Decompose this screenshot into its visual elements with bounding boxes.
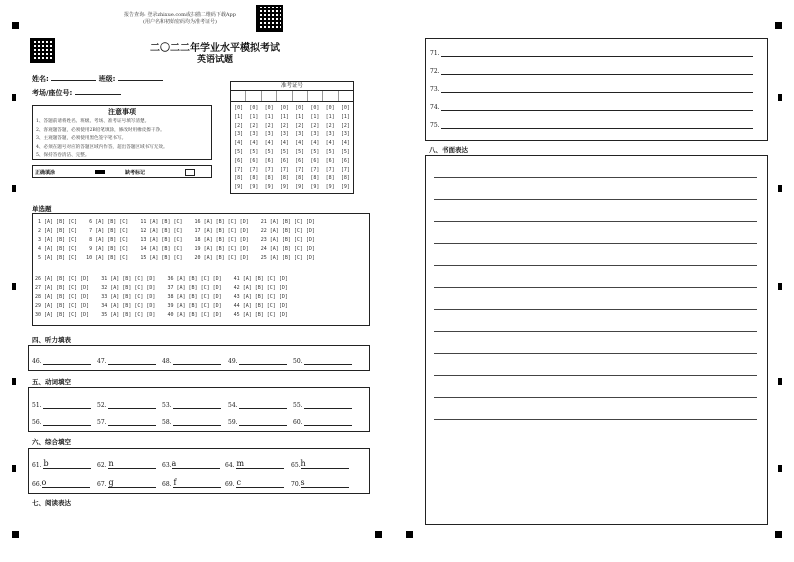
exam-id-bubble[interactable]: [4] [340,140,350,147]
blank-initial: n [108,459,114,468]
mc-row[interactable]: 3 [A] [B] [C] 8 [A] [B] [C] 13 [A] [B] [C] 18 [A] [B] [C] [D] 23 [A] [B] [C] [D] [38,237,315,243]
writing-line[interactable] [434,331,757,332]
exam-id-bubble[interactable]: [3] [310,131,320,138]
exam-id-column[interactable] [246,104,261,192]
exam-id-bubble[interactable]: [7] [310,166,320,173]
section7-answer-box [425,38,768,141]
exam-id-bubble[interactable]: [4] [295,140,305,147]
exam-id-bubble[interactable]: [7] [295,166,305,173]
blank-number: 66. [32,481,42,488]
room-label: 考场/座位号: [32,89,73,97]
blank-number: 56. [32,419,42,426]
exam-id-bubble[interactable]: [9] [295,184,305,191]
exam-id-bubble[interactable]: [6] [295,157,305,164]
report-notice-line2: (用户名和初始密码均为准考证号) [143,19,217,25]
exam-id-bubble[interactable]: [4] [249,140,259,147]
mc-row[interactable]: 26 [A] [B] [C] [D] 31 [A] [B] [C] [D] 36 [A] [B] [C] [D] 41 [A] [B] [C] [D] [35,276,288,282]
blank-number: 46. [32,358,42,365]
section7-title: 七、阅读表达 [32,499,71,507]
blank-69[interactable] [225,478,284,488]
writing-line[interactable] [434,221,757,222]
registration-mark [406,531,413,538]
blank-70[interactable] [291,478,349,488]
exam-id-bubble[interactable]: [0] [234,105,244,111]
blank-67[interactable] [97,478,156,488]
absent-mark-box[interactable] [185,169,195,176]
exam-id-bubble[interactable]: [6] [279,157,289,164]
exam-id-bubble[interactable]: [3] [264,131,274,138]
exam-id-bubble[interactable]: [1] [325,113,335,120]
writing-line[interactable] [434,199,757,200]
exam-id-bubble[interactable]: [2] [264,122,274,129]
exam-id-bubble[interactable]: [7] [264,166,274,173]
answer-72[interactable] [430,66,753,75]
exam-id-bubble[interactable]: [3] [234,131,244,138]
exam-id-bubble[interactable]: [4] [279,140,289,147]
exam-id-bubbles[interactable] [231,102,353,192]
registration-mark [775,531,782,538]
exam-id-bubble[interactable]: [5] [234,148,244,155]
room-info [32,87,121,98]
exam-id-bubble[interactable]: [8] [279,175,289,182]
registration-mark [778,94,782,101]
blank-number: 55. [293,402,303,409]
blank-64[interactable] [225,459,284,469]
sheet-qr-code [30,38,55,63]
exam-id-column[interactable] [307,104,322,192]
section6-title: 六、综合填空 [32,438,71,446]
section8-title: 八、书面表达 [429,146,468,154]
notes-item: 3、主观题答题，必须使用黑色签字笔书写。 [36,136,127,141]
name-field[interactable] [51,73,96,81]
mc-row[interactable]: 1 [A] [B] [C] 6 [A] [B] [C] 11 [A] [B] [C] 16 [A] [B] [C] [D] 21 [A] [B] [C] [D] [38,219,315,225]
registration-mark [778,465,782,472]
blank-number: 67. [97,481,107,488]
exam-id-bubble[interactable]: [5] [295,148,305,155]
blank-number: 57. [97,419,107,426]
exam-id-bubble[interactable]: [7] [234,166,244,173]
fill-example-box [32,165,212,178]
page-subtitle: 英语试题 [196,55,233,65]
blank-57[interactable] [97,417,156,426]
exam-id-bubble[interactable]: [8] [295,175,305,182]
registration-mark [12,531,19,538]
mc-row[interactable]: 27 [A] [B] [C] [D] 32 [A] [B] [C] [D] 37 [A] [B] [C] [D] 42 [A] [B] [C] [D] [35,285,288,291]
mc-answer-box[interactable] [32,213,370,326]
blank-60[interactable] [293,417,352,426]
section-mc-title: 单选题 [32,205,52,213]
blank-number: 59. [228,419,238,426]
registration-mark [12,283,16,290]
exam-id-bubble[interactable]: [2] [340,122,350,129]
answer-73[interactable] [430,84,753,93]
blank-initial: h [300,459,306,468]
exam-id-label: 准考证号 [231,82,353,91]
exam-id-bubble[interactable]: [6] [325,157,335,164]
blank-number: 49. [228,358,238,365]
writing-line[interactable] [434,353,757,354]
exam-id-bubble[interactable]: [6] [340,157,350,164]
mc-row[interactable]: 2 [A] [B] [C] 7 [A] [B] [C] 12 [A] [B] [C] 17 [A] [B] [C] [D] 22 [A] [B] [C] [D] [38,228,315,234]
blank-initial: m [236,459,245,468]
exam-id-bubble[interactable]: [7] [340,166,350,173]
exam-id-bubble[interactable]: [9] [249,184,259,191]
writing-line[interactable] [434,265,757,266]
notes-item: 2、客观题答题，必须使用2B铅笔填涂，修改时用橡皮擦干净。 [36,127,165,133]
blank-66[interactable] [32,478,90,488]
blank-number: 50. [293,358,303,365]
exam-id-bubble[interactable]: [0] [249,105,259,111]
exam-id-bubble[interactable]: [2] [310,122,320,129]
section5-title: 五、动词填空 [32,378,71,386]
app-qr-code[interactable] [256,5,283,32]
writing-line[interactable] [434,419,757,420]
exam-id-bubble[interactable]: [3] [325,131,335,138]
exam-id-bubble[interactable]: [4] [264,140,274,147]
blank-initial: o [41,478,47,487]
blank-number: 61. [32,462,42,469]
exam-id-bubble[interactable]: [9] [325,184,335,191]
blank-50[interactable] [293,356,352,365]
exam-id-column[interactable] [323,104,338,192]
writing-line[interactable] [434,287,757,288]
writing-line[interactable] [434,309,757,310]
section4-box [28,345,370,371]
exam-id-bubble[interactable]: [1] [249,113,259,120]
exam-id-bubble[interactable]: [5] [279,148,289,155]
blank-initial: s [300,478,305,487]
blank-number: 69. [225,481,235,488]
blank-number: 60. [293,419,303,426]
exam-id-bubble[interactable]: [2] [279,122,289,129]
exam-id-bubble[interactable]: [2] [249,122,259,129]
exam-id-bubble[interactable]: [1] [234,113,244,120]
answer-number: 74. [430,104,440,111]
correct-fill-label: 正确填涂 [35,170,56,176]
exam-id-bubble[interactable]: [1] [264,113,274,120]
blank-initial: b [43,459,49,468]
blank-62[interactable] [97,459,156,469]
writing-line[interactable] [434,177,757,178]
exam-id-bubble[interactable]: [6] [234,157,244,164]
answer-75[interactable] [430,120,753,129]
exam-id-column[interactable] [231,104,246,192]
exam-id-bubble[interactable]: [1] [340,113,350,120]
blank-47[interactable] [97,356,156,365]
page-title: 二〇二二年学业水平模拟考试 [150,43,280,54]
exam-id-bubble[interactable]: [8] [264,175,274,182]
blank-number: 53. [162,402,172,409]
registration-mark [775,22,782,29]
registration-mark [12,94,16,101]
blank-number: 52. [97,402,107,409]
blank-number: 63. [162,462,172,469]
notes-item: 5、保持答卷清洁、完整。 [36,153,90,158]
blank-61[interactable] [32,459,91,469]
exam-id-bubble[interactable]: [8] [234,175,244,182]
exam-id-bubble[interactable]: [0] [310,105,320,111]
registration-mark [12,185,16,192]
blank-initial: g [108,478,114,487]
mc-row[interactable]: 5 [A] [B] [C] 10 [A] [B] [C] 15 [A] [B] [C] 20 [A] [B] [C] [D] 25 [A] [B] [C] [D] [38,255,315,261]
correct-fill-sample [95,170,105,174]
blank-initial: f [173,478,177,487]
writing-line[interactable] [434,397,757,398]
blank-49[interactable] [228,356,287,365]
exam-id-bubble[interactable]: [6] [310,157,320,164]
registration-mark [12,22,19,29]
blank-51[interactable] [32,400,91,409]
blank-55[interactable] [293,400,352,409]
mc-row[interactable]: 28 [A] [B] [C] [D] 33 [A] [B] [C] [D] 38 [A] [B] [C] [D] 43 [A] [B] [C] [D] [35,294,288,300]
answer-number: 75. [430,122,440,129]
room-field[interactable] [75,87,121,95]
exam-id-bubble[interactable]: [2] [234,122,244,129]
blank-54[interactable] [228,400,287,409]
registration-mark [778,378,782,385]
exam-id-bubble[interactable]: [9] [264,184,274,191]
exam-id-bubble[interactable]: [9] [340,184,350,191]
exam-id-bubble[interactable]: [0] [295,105,305,111]
section4-title: 四、听力填表 [32,336,71,344]
exam-id-bubble[interactable]: [5] [340,148,350,155]
exam-id-box [230,81,354,194]
report-notice-line1: 报告查询: 登录zhixue.com或扫描二维码下载App [124,12,236,18]
blank-52[interactable] [97,400,156,409]
blank-number: 58. [162,419,172,426]
report-notice [110,11,250,25]
exam-id-bubble[interactable]: [5] [249,148,259,155]
answer-74[interactable] [430,102,753,111]
answer-71[interactable] [430,48,753,57]
exam-id-bubble[interactable]: [3] [279,131,289,138]
exam-id-bubble[interactable]: [7] [249,166,259,173]
blank-63[interactable] [162,459,220,469]
blank-number: 65. [291,462,301,469]
blank-number: 54. [228,402,238,409]
answer-number: 71. [430,50,440,57]
exam-id-bubble[interactable]: [0] [264,105,274,111]
exam-id-bubble[interactable]: [8] [310,175,320,182]
notes-item: 4、必须在题号对应的答题区域内作答，超出答题区域书写无效。 [36,144,168,150]
blank-number: 62. [97,462,107,469]
exam-id-bubble[interactable]: [5] [310,148,320,155]
name-label: 姓名: [32,75,49,83]
exam-id-bubble[interactable]: [3] [340,131,350,138]
writing-line[interactable] [434,243,757,244]
exam-id-column[interactable] [292,104,307,192]
notes-title: 注意事项 [108,108,136,116]
exam-id-bubble[interactable]: [9] [234,184,244,191]
exam-id-bubble[interactable]: [7] [279,166,289,173]
blank-number: 48. [162,358,172,365]
exam-id-bubble[interactable]: [9] [279,184,289,191]
blank-48[interactable] [162,356,221,365]
blank-number: 68. [162,481,172,488]
exam-id-bubble[interactable]: [6] [249,157,259,164]
section6-box [28,448,370,494]
registration-mark [12,465,16,472]
exam-id-bubble[interactable]: [4] [234,140,244,147]
student-info [32,73,163,84]
blank-number: 47. [97,358,107,365]
blank-68[interactable] [162,478,221,488]
blank-number: 64. [225,462,235,469]
class-label: 班级: [98,75,116,83]
exam-id-bubble[interactable]: [2] [325,122,335,129]
exam-id-bubble[interactable]: [4] [325,140,335,147]
section5-box [28,387,370,432]
mc-row[interactable]: 29 [A] [B] [C] [D] 34 [A] [B] [C] [D] 39 [A] [B] [C] [D] 44 [A] [B] [C] [D] [35,303,288,309]
exam-id-bubble[interactable]: [5] [264,148,274,155]
exam-id-bubble[interactable]: [0] [279,105,289,111]
writing-box[interactable] [425,155,768,525]
mc-row[interactable]: 4 [A] [B] [C] 9 [A] [B] [C] 14 [A] [B] [C] 19 [A] [B] [C] [D] 24 [A] [B] [C] [D] [38,246,315,252]
exam-id-bubble[interactable]: [1] [295,113,305,120]
exam-id-bubble[interactable]: [2] [295,122,305,129]
exam-id-bubble[interactable]: [1] [279,113,289,120]
blank-65[interactable] [291,459,349,469]
exam-id-bubble[interactable]: [8] [340,175,350,182]
mc-row[interactable]: 30 [A] [B] [C] [D] 35 [A] [B] [C] [D] 40 [A] [B] [C] [D] 45 [A] [B] [C] [D] [35,312,288,318]
answer-number: 72. [430,68,440,75]
blank-number: 51. [32,402,42,409]
exam-id-bubble[interactable]: [8] [249,175,259,182]
blank-initial: c [236,478,241,487]
registration-mark [375,531,382,538]
exam-id-bubble[interactable]: [3] [249,131,259,138]
exam-id-bubble[interactable]: [4] [310,140,320,147]
exam-id-bubble[interactable]: [6] [264,157,274,164]
answer-number: 73. [430,86,440,93]
blank-initial: a [171,459,177,468]
exam-id-bubble[interactable]: [0] [340,105,350,111]
blank-56[interactable] [32,417,91,426]
exam-id-bubble[interactable]: [5] [325,148,335,155]
blank-53[interactable] [162,400,221,409]
exam-id-column[interactable] [338,104,353,192]
absent-mark-label: 缺考标记 [125,170,146,176]
exam-id-bubble[interactable]: [1] [310,113,320,120]
writing-line[interactable] [434,375,757,376]
registration-mark [778,283,782,290]
exam-id-column[interactable] [262,104,277,192]
exam-id-bubble[interactable]: [7] [325,166,335,173]
blank-59[interactable] [228,417,287,426]
exam-id-column[interactable] [277,104,292,192]
exam-id-bubble[interactable]: [0] [325,105,335,111]
notes-box [32,105,212,160]
registration-mark [778,185,782,192]
exam-id-bubble[interactable]: [9] [310,184,320,191]
exam-id-bubble[interactable]: [8] [325,175,335,182]
blank-58[interactable] [162,417,221,426]
class-field[interactable] [118,73,163,81]
exam-id-bubble[interactable]: [3] [295,131,305,138]
blank-number: 70. [291,481,301,488]
notes-item: 1、答题前请将姓名、班级、考场、准考证号填写清楚。 [36,119,150,124]
registration-mark [12,378,16,385]
blank-46[interactable] [32,356,91,365]
